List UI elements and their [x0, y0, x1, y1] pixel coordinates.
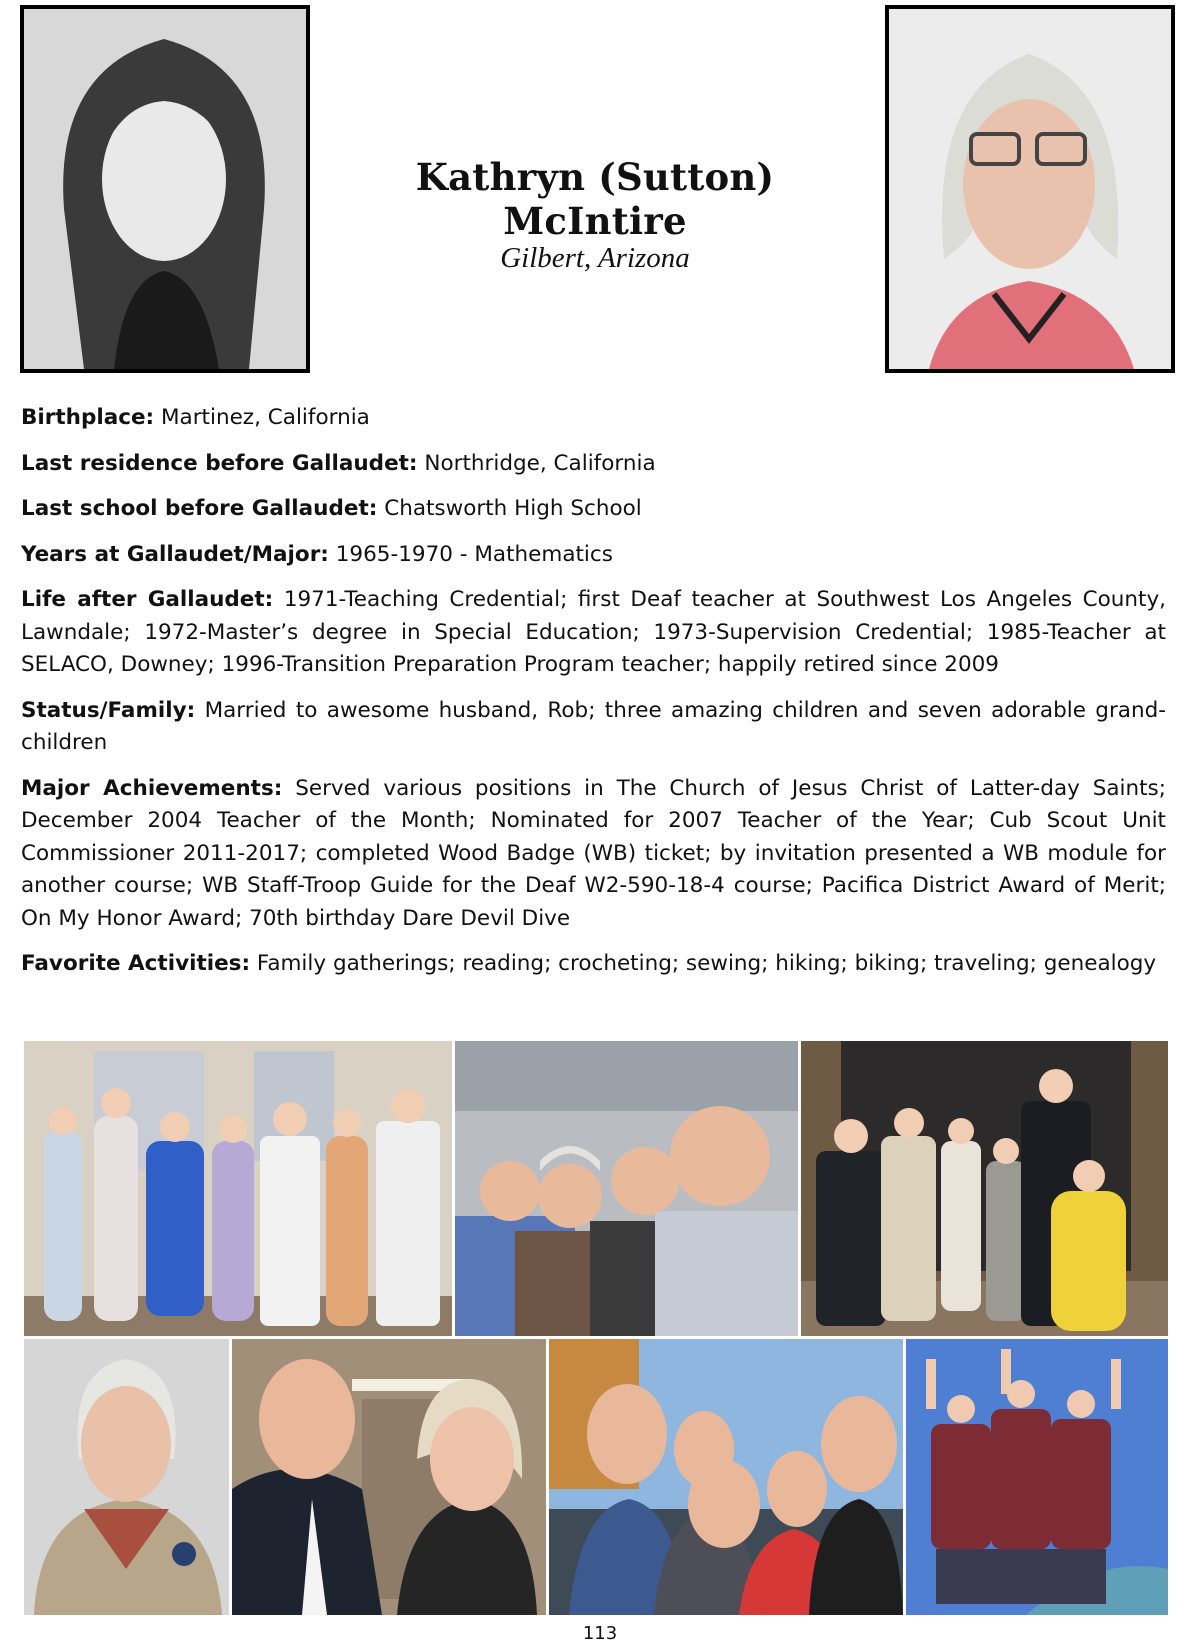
last-residence-label: Last residence before Gallaudet:	[21, 450, 418, 476]
last-school-label: Last school before Gallaudet:	[21, 496, 378, 521]
life-after-label: Life after Gallaudet:	[21, 587, 274, 612]
last-school-value: Chatsworth High School	[384, 496, 642, 521]
status-family-value: Married to awesome husband, Rob; three amazing children and seven adorable grand-children	[21, 697, 1166, 755]
yearbook-portrait-photo	[20, 5, 310, 373]
scout-uniform-photo	[24, 1339, 229, 1615]
couple-hallway-photo	[232, 1339, 546, 1615]
outdoor-selfie-photo	[549, 1339, 903, 1615]
person-name-title: Kathryn (Sutton) McIntire	[415, 155, 775, 243]
years-major-value: 1965-1970 - Mathematics	[335, 541, 613, 567]
biography-section	[21, 402, 1166, 994]
family-fireplace-photo	[801, 1041, 1168, 1336]
activities-label: Favorite Activities:	[21, 951, 251, 976]
life-after-value: 1971-Teaching Credential; first Deaf teacher at Southwest Los Angeles County, Lawndale; 1972-Master’s degree in Special Education; 1973-Supervision Credential; 1985-Teacher at SELACO, Downey; 1996-Transition Preparation Program teacher; happily retired since 2009	[21, 587, 1166, 677]
years-major-entry	[21, 539, 1166, 572]
status-family-label: Status/Family:	[21, 697, 196, 723]
birthplace-value: Martinez, California	[160, 405, 370, 430]
selfie-group-photo	[455, 1041, 798, 1336]
status-family-entry	[21, 695, 1166, 760]
current-portrait-photo	[885, 5, 1175, 373]
photo-collage	[24, 1041, 1168, 1615]
achievements-value: Served various positions in The Church of Jesus Christ of Latter-day Saints; December 2004 Teacher of the Month; Nominated for 2007 Teacher of the Year; Cub Scout Unit Commissioner 2011-2017; completed Wood Badge (WB) ticket; by invitation presented a WB module for another course; WB Staff-Troop Guide for the Deaf W2-590-18-4 course; Pacifica District Award of Merit; On My Honor Award; 70th birthday Dare Devil Dive	[21, 775, 1166, 931]
activities-entry	[21, 948, 1166, 981]
last-school-entry	[21, 493, 1166, 526]
birthplace-entry	[21, 402, 1166, 435]
dare-devil-dive-photo	[906, 1339, 1168, 1615]
last-residence-entry	[21, 448, 1166, 481]
birthplace-label: Birthplace:	[21, 405, 155, 430]
achievements-entry	[21, 773, 1166, 936]
years-major-label: Years at Gallaudet/Major:	[21, 541, 329, 567]
last-residence-value: Northridge, California	[424, 450, 656, 476]
activities-value: Family gatherings; reading; crocheting; sewing; hiking; biking; traveling; genealogy	[256, 951, 1157, 976]
achievements-label: Major Achievements:	[21, 775, 283, 801]
life-after-entry	[21, 584, 1166, 682]
location-subtitle: Gilbert, Arizona	[500, 242, 690, 274]
family-group-photo	[24, 1041, 452, 1336]
page-number: 113	[582, 1623, 618, 1644]
